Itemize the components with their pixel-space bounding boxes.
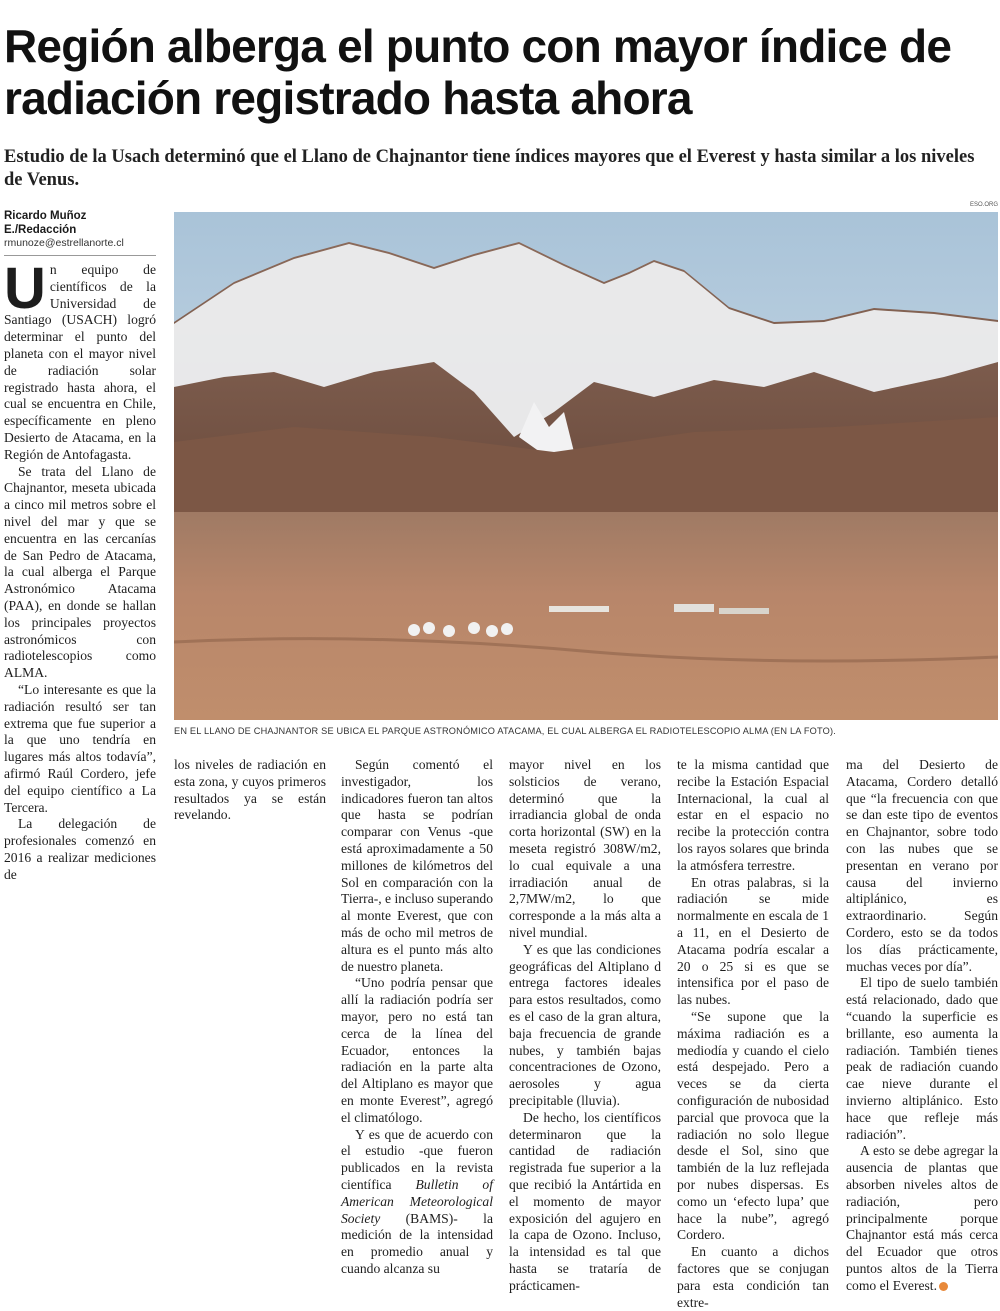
paragraph: Y es que las condiciones geográficas del Altiplano d entrega factores ideales para estos resultados, como es el caso de la gran altura, baja frecuencia de grande nubes, y también bajas concentraciones de Ozono, aerosoles y agua precipitable (lluvia). bbox=[509, 941, 661, 1108]
paragraph: Un equipo de científicos de la Universidad de Santiago (USACH) logró determinar el punto del planeta con el mayor nivel de radiación solar registrado hasta ahora, el cual se encuentra en Chile, específicamente en pleno Desierto de Atacama, en la Región de Antofagasta. bbox=[4, 256, 156, 462]
paragraph: A esto se debe agregar la ausencia de plantas que absorben niveles altos de radiación, pero principalmente porque Chajnantor está más cerca del Ecuador que otros puntos altos de la Tierra como el Everest. bbox=[846, 1143, 998, 1293]
subheadline: Estudio de la Usach determinó que el Llano de Chajnantor tiene índices mayores que el Everest y hasta similar a los niveles de Venus. bbox=[4, 147, 975, 190]
paragraph: Y es que de acuerdo con el estudio -que fueron publicados en la revista científica Bulletin of American Meteorological Society (BAMS)- la medición de la intensidad en promedio anual y cuando alcanza su bbox=[341, 1126, 494, 1276]
photo-building bbox=[549, 606, 609, 612]
photo-credit: ESO.ORG bbox=[969, 202, 998, 208]
article-column-6 bbox=[846, 757, 998, 1295]
paragraph: “Uno podría pensar que allí la radiación podría ser mayor, pero no está tan cerca de la línea del Ecuador, entonces la radiación en la parte alta del Altiplano es mayor que en monte Everest”, agregó el climatólogo. bbox=[341, 975, 493, 1125]
paragraph: ma del Desierto de Atacama, Cordero detalló que “la frecuencia con que se dan este tipo de eventos en Chajnantor, sobre todo con las nubes que se presentan en verano por causa del invierno altiplánico, es extraordinario. Según Cordero, esto se da todos los días prácticamente, muchas veces por día”. bbox=[846, 757, 998, 974]
drop-cap: U bbox=[4, 256, 46, 321]
photo-caption: EN EL LLANO DE CHAJNANTOR SE UBICA EL PARQUE ASTRONÓMICO ATACAMA, EL CUAL ALBERGA EL RADIOTELESCOPIO ALMA (EN LA FOTO). bbox=[174, 726, 836, 736]
paragraph: En otras palabras, si la radiación se mide normalmente en escala de 1 a 11, en el Desierto de Atacama podría escalar a 20 o 25 si es que se intensifica por el paso de las nubes. bbox=[677, 874, 829, 1008]
paragraph: La delegación de profesionales comenzó en 2016 a realizar mediciones de bbox=[4, 816, 156, 882]
article-column-3 bbox=[341, 757, 493, 1278]
paragraph: Según comentó el investigador, los indicadores fueron tan altos que hasta se podrían comparar con Venus -que está aproximadamente a 50 millones de kilómetros del Sol en comparación con la Tierra-, e incluso superando al monte Everest, que con más de ocho mil metros de altura es el punto más alto de nuestro planeta. bbox=[341, 757, 494, 974]
paragraph: De hecho, los científicos determinaron que la cantidad de radiación registrada fue superior a la que recibió la Antártida en el momento de mayor exposición del agujero en la capa de Ozono. Incluso, la intensidad es tal que hasta se trataría de prácticamen- bbox=[509, 1109, 661, 1293]
byline-email: rmunoze@estrellanorte.cl bbox=[4, 237, 124, 249]
paragraph: te la misma cantidad que recibe la Estación Espacial Internacional, la cual al estar en el espacio no recibe la protección contra los rayos solares que brinda la atmósfera terrestre. bbox=[677, 757, 829, 873]
article-column-4 bbox=[509, 757, 661, 1295]
paragraph: En cuanto a dichos factores que se conjugan para esta condición tan extre- bbox=[677, 1244, 829, 1310]
byline-author: Ricardo Muñoz E./Redacción bbox=[4, 210, 87, 236]
article-column-2 bbox=[174, 757, 326, 824]
paragraph: mayor nivel en los solsticios de verano, determinó que la irradiancia global de onda corta horizontal (SW) en la meseta registró 308W/m2, lo cual equivale a una irradiación anual de 2,7MW/m2, lo que corresponde a la más alta a nivel mundial. bbox=[509, 757, 661, 940]
paragraph: “Lo interesante es que la radiación resultó ser tan extrema que fue superior a la que uno tendría en lugares más altos todavía”, afirmó Raúl Cordero, jefe del equipo científico a La Tercera. bbox=[4, 681, 156, 815]
headline: Región alberga el punto con mayor índice de radiación registrado hasta ahora bbox=[4, 20, 952, 124]
paragraph: El tipo de suelo también está relacionado, dado que “cuando la superficie es brillante, eso aumenta la radiación. También tienes peak de radiación cuando cae nieve durante el invierno altiplánico. Esto hace que refleje más radiación”. bbox=[846, 975, 998, 1142]
journal-name: Bulletin of American Meteorological Society bbox=[341, 1176, 494, 1226]
photo-plain bbox=[174, 512, 998, 720]
article-column-1 bbox=[4, 256, 156, 883]
end-of-article-icon bbox=[939, 1282, 948, 1291]
article-column-5 bbox=[677, 757, 829, 1311]
article-photo bbox=[174, 212, 998, 720]
byline bbox=[4, 209, 156, 256]
paragraph: “Se supone que la máxima radiación es a mediodía y cuando el cielo está despejado. Pero a veces se da cierta configuración de nubosidad parcial que provoca que la radiación no solo llegue desde el Sol, sino que también de la luz reflejada por nubes dispersas. Es como un ‘efecto lupa’ que hace la nube”, agregó Cordero. bbox=[677, 1008, 829, 1243]
photo-building bbox=[719, 608, 769, 614]
paragraph: los niveles de radiación en esta zona, y cuyos primeros resultados ya se están revelando. bbox=[174, 757, 326, 823]
photo-building bbox=[674, 604, 714, 612]
paragraph: Se trata del Llano de Chajnantor, meseta ubicada a cinco mil metros sobre el nivel del mar y que se encuentra en las cercanías de San Pedro de Atacama, la cual alberga el Parque Astronómico Atacama (PAA), en donde se hallan los principales proyectos astronómicos con radiotelescopios como ALMA. bbox=[4, 463, 156, 681]
